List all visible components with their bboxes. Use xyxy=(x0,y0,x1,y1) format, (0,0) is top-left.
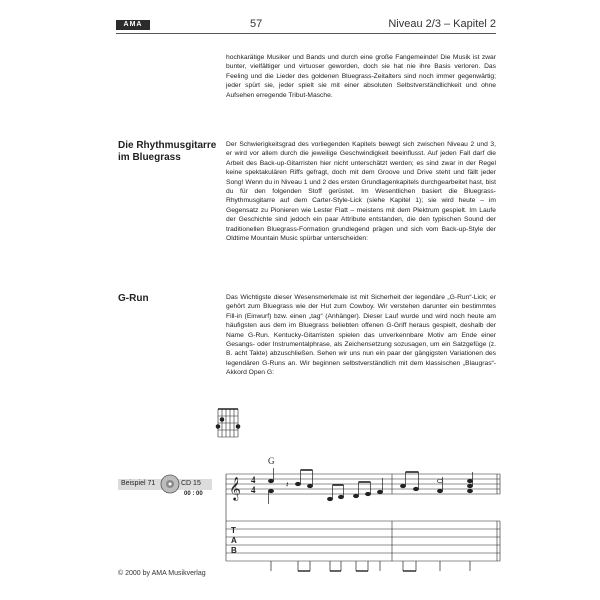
tab-letter-b: B xyxy=(231,546,237,555)
tab-rhythm xyxy=(271,561,470,571)
page-number: 57 xyxy=(250,18,263,30)
notes-measure-2 xyxy=(400,472,472,493)
cd-icon xyxy=(161,475,179,493)
heading-line-1: Die Rhythmusgitarre xyxy=(118,140,217,151)
music-staff xyxy=(226,474,500,561)
section-heading-grun: G-Run xyxy=(118,293,149,304)
tab-letter-a: A xyxy=(231,536,237,545)
notes-measure-1 xyxy=(268,468,382,504)
rhythm-paragraph: Der Schwierigkeitsgrad des vorliegenden Kapitels bewegt sich zwischen Niveau 2 und 3, er wird vor allem durch die jeweilige Geschwindigkeit beeinflusst. Auf jeden Fall darf die Arbeit des Back-up-Gitarristen hier nicht unterschätzt werden; es sind zwar in der Regel keine spektakulären Riffs gefragt, doch mit dem Groove und Drive steht und fällt jeder Song! Wenn du in Niveau 1 und 2 des ersten Grundlagenkapitels durchgearbeitet hast, bist du für den folgenden Stoff gerüstet. Im Wesentlichen basiert die Bluegrass-Rhythmusgitarre auf dem Carter-Style-Lick (siehe Kapitel 1); sie wird heute – im Gegensatz zu Pionieren wie Lester Flatt – meistens mit dem Plektrum gespielt. Im Laufe der Geschichte sind jedoch ein paar Attribute entstanden, die den typischen Sound der traditionellen Bluegrass-Formation grundlegend prägen und sich vom Back-up-Style der Oldtime Mountain Music spürbar unterscheiden: xyxy=(226,141,496,243)
chord-name: G xyxy=(268,456,275,466)
heading-line-2: im Bluegrass xyxy=(118,152,181,163)
example-label: Beispiel 71 xyxy=(121,480,156,487)
time-sig-top: 4 xyxy=(251,475,256,485)
grun-paragraph: Das Wichtigste dieser Wesensmerkmale ist mit Sicherheit der legendäre „G-Run“-Lick; er gehört zum Bluegrass wie der Hut zum Cowboy. Wir verstehen darunter ein bestimmtes Fill-in (Einwurf) bzw. einen „tag“ (Anhänger). Dieser Lauf wurde und wird noch heute am häufigsten aus dem im Bluegrass beliebten offenen G-Griff heraus gespielt, deshalb der Name G-Run. Kentucky-Gitarristen spielen das unverkennbare Motiv am Ende einer Gesangs- oder Instrumentalphrase, als Zeichensetzung sozusagen, um ein Satzgefüge (z. B. acht Takte) abzuschließen. Sehen wir uns nun ein paar der gängigsten Variationen des legendären G-Runs an. Wir beginnen selbstverständlich mit dem klassischen „Blaugras“-Akkord Open G: xyxy=(226,294,496,377)
publisher-logo: AMA xyxy=(116,20,150,30)
treble-clef-icon: 𝄞 xyxy=(229,476,241,500)
tab-letter-t: T xyxy=(231,526,236,535)
chord-diagram xyxy=(216,409,240,437)
time-sig-bottom: 4 xyxy=(251,485,256,495)
svg-text:𝄽: 𝄽 xyxy=(286,480,289,489)
intro-paragraph: hochkarätige Musiker und Bands und durch eine große Fangemeinde! Die Musik ist zwar bunter, vielfältiger und virtuoser geworden, doch sie hat nie ihre Basis verloren. Das Feeling und die Lieder des goldenen Bluegrass-Zeitalters sind noch immer gegenwärtig; jeder spürt sie, jeder spielt sie mit einer absoluten Selbstverständlichkeit und ohne Aufsehen erregende Tribut-Masche. xyxy=(226,54,496,99)
chapter-title: Niveau 2/3 – Kapitel 2 xyxy=(388,18,496,30)
cd-time: 00 : 00 xyxy=(184,491,203,497)
cd-track-label: CD 15 xyxy=(181,480,201,487)
tab-staff xyxy=(226,521,500,561)
copyright: © 2000 by AMA Musikverlag xyxy=(118,570,206,577)
